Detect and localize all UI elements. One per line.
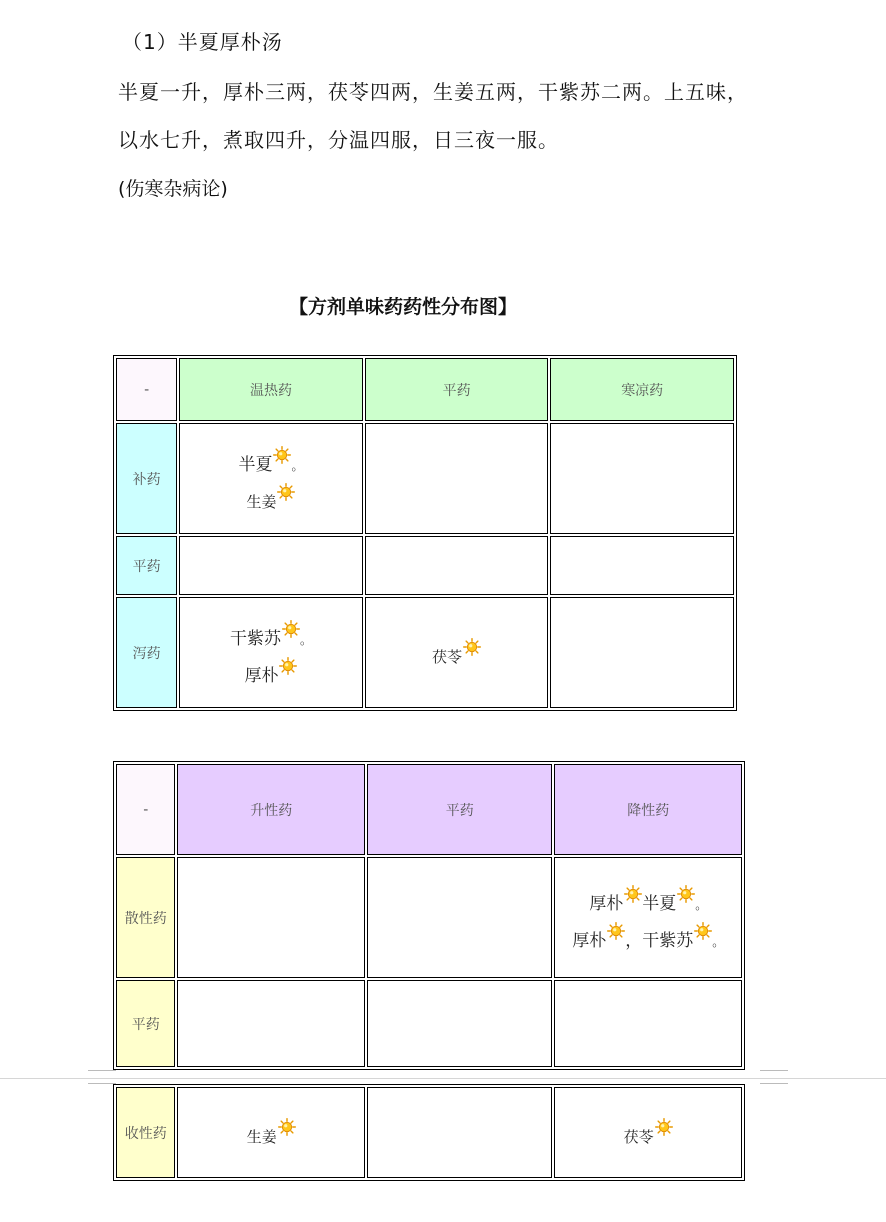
table-corner: - [116, 764, 175, 855]
cell-neutral-rise [177, 980, 365, 1067]
cell-disperse-neutral [367, 857, 552, 978]
sun-icon [655, 1118, 673, 1136]
recipe-heading: （1）半夏厚朴汤 [122, 30, 283, 54]
chart-title: 【方剂单味药药性分布图】 [288, 296, 517, 318]
herb-name: 干紫苏 [642, 930, 694, 951]
row-header-astringing: 收性药 [116, 1087, 175, 1178]
sun-icon [278, 1118, 296, 1136]
separator: ， [625, 930, 643, 951]
herb-name: 生姜 [246, 1128, 277, 1146]
row-header-neutral: 平药 [116, 536, 177, 595]
cell-purge-neutral [365, 597, 549, 708]
row-header-tonic: 补药 [116, 423, 177, 534]
punctuation: 。 [291, 458, 304, 473]
herb-direction-table-continued [113, 1084, 745, 1181]
herb-name: 半夏 [238, 454, 273, 475]
herb-name: 厚朴 [572, 930, 607, 951]
col-header-neutral: 平药 [365, 358, 549, 421]
punctuation: 。 [299, 632, 312, 647]
col-header-descending: 降性药 [554, 764, 742, 855]
row-header-neutral: 平药 [116, 980, 175, 1067]
cell-astringe-descend [554, 1087, 742, 1178]
recipe-text-line-1: 半夏一升，厚朴三两，茯苓四两，生姜五两，干紫苏二两。上五味， [118, 80, 748, 104]
cell-tonic-cold [550, 423, 734, 534]
cell-neutral-descend [554, 980, 742, 1067]
sun-icon [677, 885, 695, 903]
sun-icon [463, 638, 481, 656]
sun-icon [279, 657, 297, 675]
punctuation: 。 [712, 934, 725, 949]
cell-disperse-descend [554, 857, 742, 978]
row-header-dispersing: 散性药 [116, 857, 175, 978]
herb-name: 茯苓 [432, 648, 463, 666]
col-header-warm: 温热药 [179, 358, 363, 421]
table-corner: - [116, 358, 177, 421]
cell-disperse-rise [177, 857, 365, 978]
herb-name: 半夏 [642, 893, 677, 914]
herb-direction-table [113, 761, 745, 1070]
herb-name: 茯苓 [623, 1128, 654, 1146]
page-break-marker [88, 1070, 116, 1084]
page-break-marker [760, 1070, 788, 1084]
cell-astringe-neutral [367, 1087, 552, 1178]
cell-purge-warm [179, 597, 363, 708]
cell-tonic-warm [179, 423, 363, 534]
recipe-source: (伤寒杂病论) [118, 178, 228, 200]
sun-icon [694, 922, 712, 940]
col-header-neutral: 平药 [367, 764, 552, 855]
col-header-rising: 升性药 [177, 764, 365, 855]
row-header-purge: 泻药 [116, 597, 177, 708]
cell-neutral-neutral [365, 536, 549, 595]
herb-name: 生姜 [246, 492, 277, 511]
sun-icon [273, 446, 291, 464]
recipe-text-line-2: 以水七升，煮取四升，分温四服，日三夜一服。 [118, 128, 559, 152]
cell-astringe-rise [177, 1087, 365, 1178]
cell-neutral-warm [179, 536, 363, 595]
sun-icon [277, 483, 295, 501]
cell-tonic-neutral [365, 423, 549, 534]
punctuation: 。 [695, 897, 708, 912]
cell-neutral-cold [550, 536, 734, 595]
col-header-cold: 寒凉药 [550, 358, 734, 421]
sun-icon [624, 885, 642, 903]
herb-nature-table [113, 355, 737, 711]
cell-purge-cold [550, 597, 734, 708]
herb-name: 干紫苏 [229, 628, 281, 649]
page-break-line [0, 1078, 886, 1079]
herb-name: 厚朴 [589, 893, 624, 914]
herb-name: 厚朴 [244, 665, 279, 686]
cell-neutral-neutral [367, 980, 552, 1067]
sun-icon [607, 922, 625, 940]
sun-icon [282, 620, 300, 638]
